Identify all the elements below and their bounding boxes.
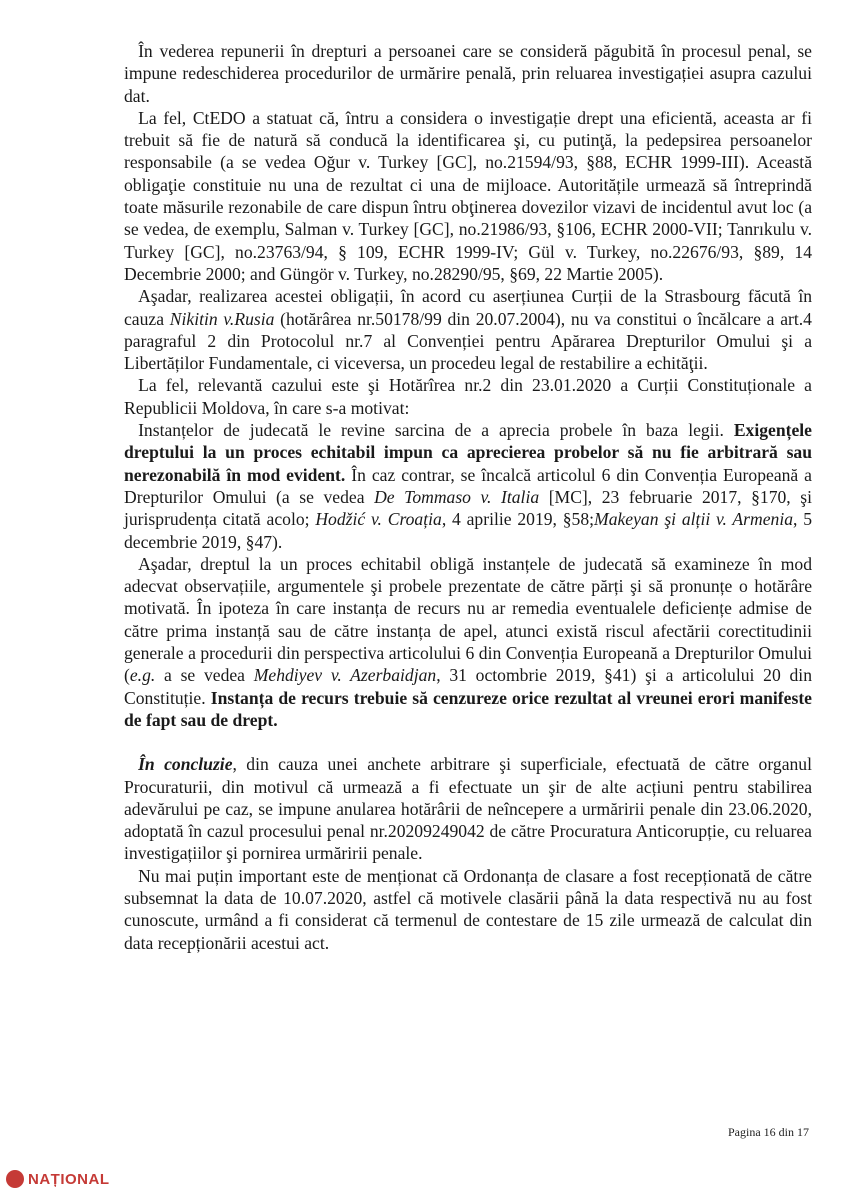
paragraph-2: La fel, CtEDO a statuat că, întru a considera o investigație drept una eficientă, aceasta ar fi trebuit să fie de natură să conducă la identificarea şi, cu putinţă, la pedepsirea persoanelor responsabile (a se vedea Oğur v. Turkey [GC], no.21594/93, §88, ECHR 1999-III). Această obligaţie constituie nu una de rezultat ci una de mijloace. Autoritățile urmează să întreprindă toate măsurile rezonabile de care dispun întru obţinerea dovezilor vizavi de incidentul avut loc (a se vedea, de exemplu, Salman v. Turkey [GC], no.21986/93, §106, ECHR 2000-VII; Tanrıkulu v. Turkey [GC], no.23763/94, § 109, ECHR 1999-IV; Gül v. Turkey, no.22676/93, §89, 14 Decembrie 2000; and Güngör v. Turkey, no.28290/95, §69, 22 Martie 2005). xyxy=(124,107,812,284)
paragraph-conclusion: În concluzie, din cauza unei anchete arbitrare şi superficiale, efectuată de către organul Procuraturii, din motivul că urmează a fi efectuate un şir de alte acțiuni pentru stabilirea adevărului pe caz, se impune anularea hotărârii de neîncepere a urmăririi penale din 23.06.2020, adoptată în cazul procesului penal nr.20209249042 de către Procuratura Anticorupție, cu reluarea investigațiilor şi pornirea urmăririi penale. xyxy=(124,754,812,864)
paragraph-3: Aşadar, realizarea acestei obligații, în acord cu aserțiunea Curții de la Strasbourg făcută în cauza Nikitin v.Rusia (hotărârea nr.50178/99 din 20.07.2004), nu va constitui o încălcare a art.4 paragraful 2 din Protocolul nr.7 al Convenției pentru Apărarea Drepturilor Omului şi a Libertăților Fundamentale, ci viceversa, un procedeu legal de restabilire a echităţii. xyxy=(124,286,812,374)
paragraph-8: Nu mai puțin important este de menționat că Ordonanța de clasare a fost recepționată de către subsemnat la data de 10.07.2020, astfel că motivele clasării până la data respectivă nu au fost cunoscute, urmând a fi considerat că termenul de contestare de 15 zile urmează de calculat din data recepționării acestui act. xyxy=(124,865,812,953)
document-body xyxy=(124,40,812,954)
logo-text: NAȚIONAL xyxy=(28,1170,110,1188)
paragraph-5-quote: Instanțelor de judecată le revine sarcina de a aprecia probele în baza legii. Exigențele dreptului la un proces echitabil impun ca aprecierea probelor să nu fie arbitrară sau nerezonabilă în mod evident. În caz contrar, se încalcă articolul 6 din Convenția Europeană a Drepturilor Omului (a se vedea De Tommaso v. Italia [MC], 23 februarie 2017, §170, şi jurisprudența citată acolo; Hodžić v. Croația, 4 aprilie 2019, §58;Makeyan şi alții v. Armenia, 5 decembrie 2019, §47). xyxy=(124,420,813,552)
watermark-logo xyxy=(6,1170,110,1188)
paragraph-4: La fel, relevantă cazului este şi Hotărîrea nr.2 din 23.01.2020 a Curții Constituționale a Republicii Moldova, în care s-a motivat: xyxy=(124,375,812,418)
logo-icon xyxy=(6,1170,24,1188)
paragraph-1: În vederea repunerii în drepturi a persoanei care se consideră păgubită în procesul penal, se impune redeschiderea procedurilor de urmărire penală, prin reluarea investigației asupra cazului dat. xyxy=(124,41,812,106)
paragraph-spacer xyxy=(124,731,812,753)
page-number: Pagina 16 din 17 xyxy=(728,1125,809,1139)
paragraph-6: Aşadar, dreptul la un proces echitabil obligă instanțele de judecată să examineze în mod adecvat observațiile, argumentele şi probele prezentate de către părți şi să pronunțe o hotărâre motivată. În ipoteza în care instanța de recurs nu ar remedia eventualele deficiențe admise de către prima instanță sau de către instanța de apel, atunci există riscul afectării corectitudinii generale a procedurii din perspectiva articolului 6 din Convenția Europeană a Drepturilor Omului (e.g. a se vedea Mehdiyev v. Azerbaidjan, 31 octombrie 2019, §41) şi a articolului 20 din Constituție. Instanța de recurs trebuie să cenzureze orice rezultat al vreunei erori manifeste de fapt sau de drept. xyxy=(124,553,812,730)
